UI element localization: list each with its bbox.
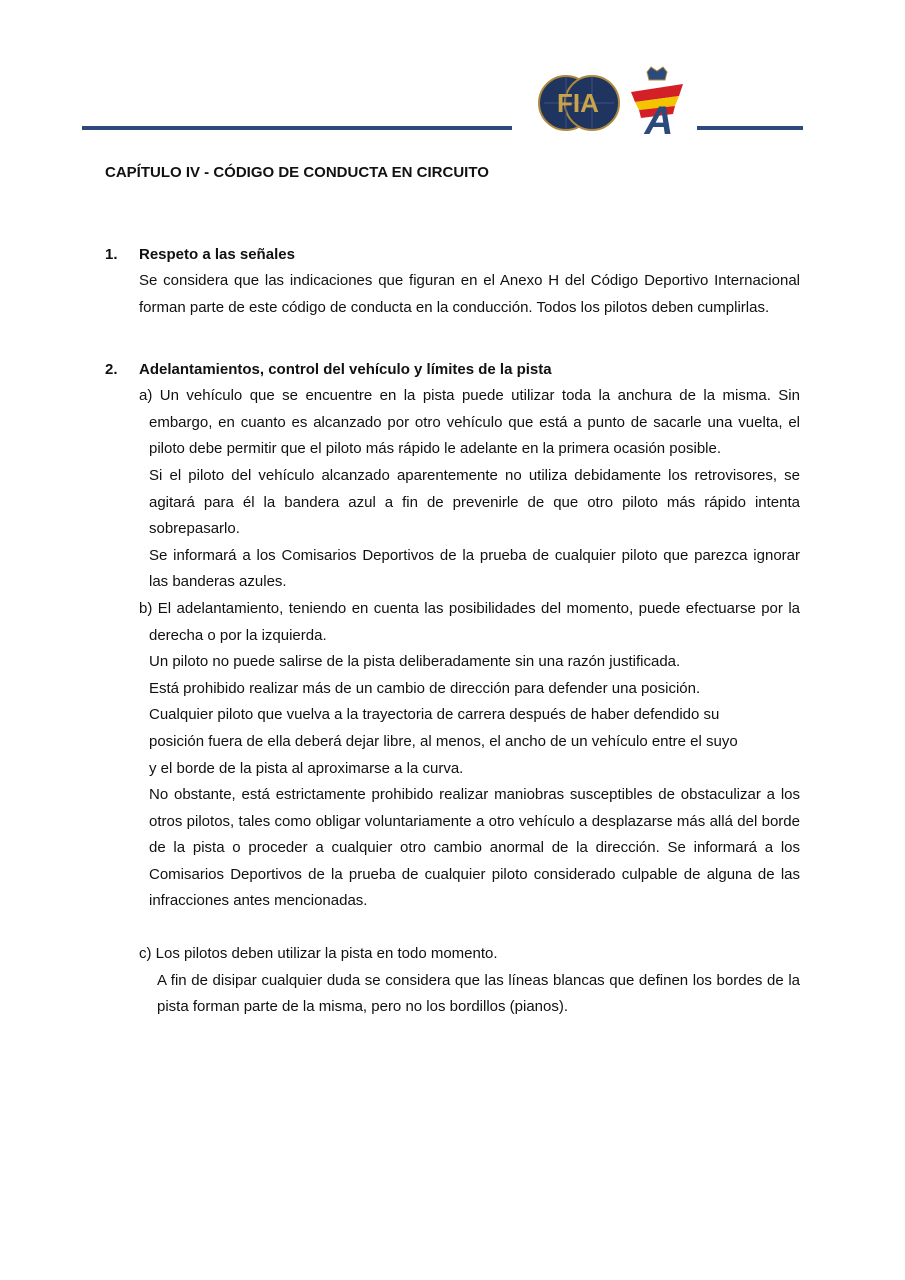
item-c-paragraph-2: A fin de disipar cualquier duda se considera que las líneas blancas que definen los bordes de la pista forman parte de la misma, pero no los bordillos (pianos). [157,971,800,1016]
item-b-paragraph-4-line: posición fuera de ella deberá dejar libre, al menos, el ancho de un vehículo entre el suyo [149,732,738,750]
section-title: Adelantamientos, control del vehículo y límites de la pista [139,361,552,379]
rfeda-logo-icon [625,66,689,136]
section-1-paragraph: Se considera que las indicaciones que figuran en el Anexo H del Código Deportivo Internacional forman parte de este código de conducta en la conducción. Todos los pilotos deben cumplirlas. [139,272,800,316]
item-b-paragraph-5: No obstante, está estrictamente prohibido realizar maniobras susceptibles de obstaculizar a los otros pilotos, tales como obligar voluntariamente a otro vehículo a desplazarse más allá del borde de la pista o proceder a cualquier otro cambio anormal de la dirección. Se informará a los Comisarios Deportivos de la prueba de cualquier piloto considerado culpable de alguna de las infracciones antes mencionadas. [149,786,800,910]
item-b-paragraph-4-line: Cualquier piloto que vuelva a la trayectoria de carrera después de haber defendido su [149,706,720,724]
chapter-title: CAPÍTULO IV - CÓDIGO DE CONDUCTA EN CIRCUITO [105,164,489,181]
section-1-heading [105,242,800,268]
svg-text:FIA: FIA [557,88,599,118]
document-body [105,160,800,1021]
fia-logo-icon [536,74,620,132]
header-rule-left [82,126,512,130]
item-b-paragraph-2: Un piloto no puede salirse de la pista deliberadamente sin una razón justificada. [149,653,681,671]
item-b-paragraph-4-line: y el borde de la pista al aproximarse a la curva. [149,759,464,777]
item-b-paragraph-3: Está prohibido realizar más de un cambio de dirección para defender una posición. [149,679,701,697]
header-rule-right [697,126,803,130]
section-number: 2. [105,361,118,379]
item-b-paragraph: b) El adelantamiento, teniendo en cuenta las posibilidades del momento, puede efectuarse por la derecha o por la izquierda. [139,599,800,644]
item-a-paragraph: a) Un vehículo que se encuentre en la pista puede utilizar toda la anchura de la misma. Sin embargo, en cuanto es alcanzado por otro vehículo que está a punto de sacarle una vuelta, el piloto debe permitir que el piloto más rápido le adelante en la primera ocasión posible. [139,387,800,458]
svg-text:A: A [644,99,674,136]
item-a-paragraph-2: Si el piloto del vehículo alcanzado aparentemente no utiliza debidamente los retrovisores, se agitará para él la bandera azul a fin de prevenirle de que otro piloto más rápido intenta sobrepasarlo. [149,466,800,538]
section-title: Respeto a las señales [139,246,295,263]
item-a-paragraph-3: Se informará a los Comisarios Deportivos de la prueba de cualquier piloto que parezca ignorar las banderas azules. [149,546,800,591]
section-2-heading [105,357,800,383]
section-number: 1. [105,246,118,263]
item-c-paragraph: c) Los pilotos deben utilizar la pista en todo momento. [139,945,498,963]
